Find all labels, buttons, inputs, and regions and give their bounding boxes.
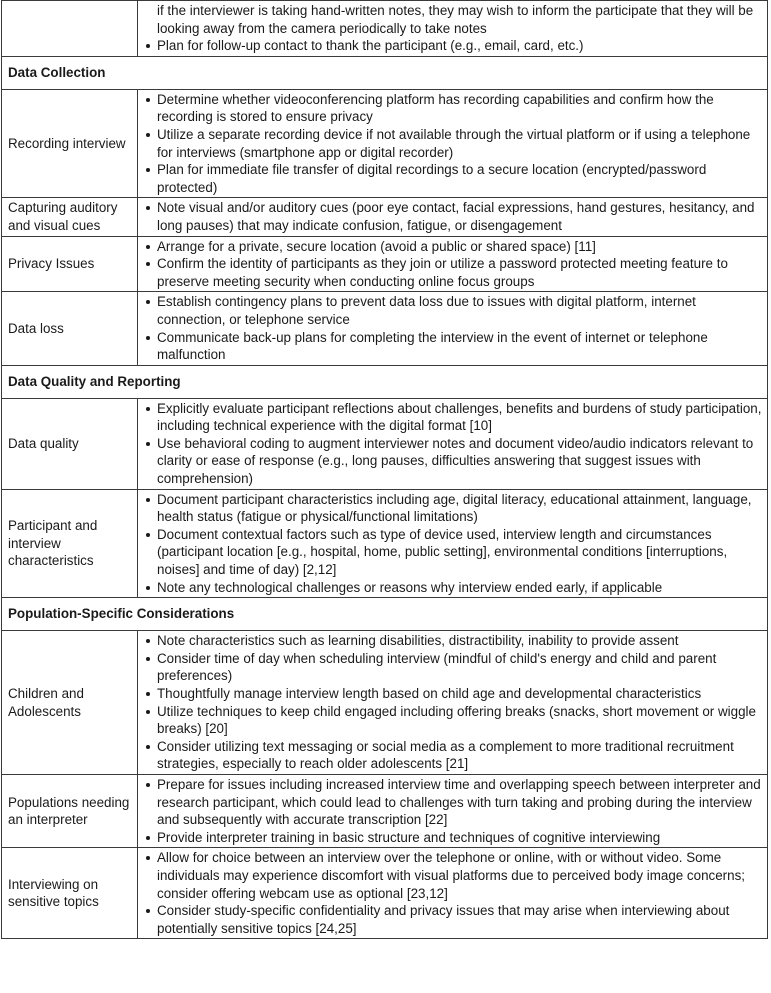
row-label: Privacy Issues bbox=[2, 236, 138, 292]
section-header-row bbox=[2, 56, 768, 89]
row-label: Data quality bbox=[2, 398, 138, 489]
bullet-item: Provide interpreter training in basic structure and techniques of cognitive interviewing bbox=[138, 829, 763, 847]
bullet-list bbox=[138, 775, 767, 847]
bullet-item: Allow for choice between an interview over the telephone or online, with or without video. Some individuals may experience discomfort with visual platforms due to perceived body image concerns; consider offering webcam use as optional [23,12] bbox=[138, 849, 763, 902]
row-guidelines bbox=[138, 198, 768, 236]
bullet-item: Consider time of day when scheduling interview (mindful of child's energy and child and parent preferences) bbox=[138, 650, 763, 685]
row-label: Recording interview bbox=[2, 89, 138, 198]
table-row bbox=[2, 198, 768, 236]
bullet-item: Communicate back-up plans for completing the interview in the event of internet or telephone malfunction bbox=[138, 329, 763, 364]
table-row bbox=[2, 89, 768, 198]
row-guidelines bbox=[138, 848, 768, 939]
bullet-list bbox=[138, 90, 767, 198]
table-row bbox=[2, 236, 768, 292]
row-label: Capturing auditory and visual cues bbox=[2, 198, 138, 236]
row-guidelines bbox=[138, 292, 768, 365]
bullet-list bbox=[138, 237, 767, 292]
bullet-list bbox=[138, 198, 767, 235]
row-label: Participant and interview characteristics bbox=[2, 489, 138, 598]
table-row bbox=[2, 292, 768, 365]
table-row bbox=[2, 774, 768, 847]
bullet-item: Document contextual factors such as type of device used, interview length and circumstances (participant location [e.g., hospital, home, public setting], environmental conditions [interruptions, noises] and time of day) [2,12] bbox=[138, 526, 763, 579]
row-guidelines bbox=[138, 236, 768, 292]
row-label: Data loss bbox=[2, 292, 138, 365]
bullet-item: Plan for immediate file transfer of digital recordings to a secure location (encrypted/password protected) bbox=[138, 161, 763, 196]
row-guidelines bbox=[138, 89, 768, 198]
bullet-item: Note any technological challenges or reasons why interview ended early, if applicable bbox=[138, 579, 763, 597]
row-guidelines bbox=[138, 631, 768, 775]
table-row bbox=[2, 1, 768, 57]
row-guidelines bbox=[138, 398, 768, 489]
table-row bbox=[2, 489, 768, 598]
row-label: Interviewing on sensitive topics bbox=[2, 848, 138, 939]
row-guidelines bbox=[138, 1, 768, 57]
row-label bbox=[2, 1, 138, 57]
guidelines-table bbox=[1, 0, 768, 939]
bullet-item: Thoughtfully manage interview length based on child age and developmental characteristics bbox=[138, 685, 763, 703]
bullet-list bbox=[138, 1, 767, 56]
row-label: Populations needing an interpreter bbox=[2, 774, 138, 847]
table-body bbox=[2, 1, 768, 939]
bullet-item: Consider study-specific confidentiality and privacy issues that may arise when interviewing about potentially sensitive topics [24,25] bbox=[138, 902, 763, 937]
section-title: Data Collection bbox=[2, 56, 768, 89]
bullet-item: Note characteristics such as learning disabilities, distractibility, inability to provide assent bbox=[138, 632, 763, 650]
bullet-list bbox=[138, 490, 767, 598]
row-label: Children and Adolescents bbox=[2, 631, 138, 775]
section-title: Data Quality and Reporting bbox=[2, 365, 768, 398]
bullet-item: Arrange for a private, secure location (avoid a public or shared space) [11] bbox=[138, 238, 763, 256]
bullet-item: Use behavioral coding to augment interviewer notes and document video/audio indicators relevant to clarity or ease of response (e.g., long pauses, difficulties answering that suggest issues with comprehension) bbox=[138, 435, 763, 488]
section-header-row bbox=[2, 598, 768, 631]
bullet-item: if the interviewer is taking hand-written notes, they may wish to inform the participate that they will be looking away from the camera periodically to take notes bbox=[157, 3, 754, 36]
bullet-item: Prepare for issues including increased interview time and overlapping speech between interpreter and research participant, which could lead to challenges with turn taking and probing during the interview and subsequently with accurate transcription [22] bbox=[138, 776, 763, 829]
bullet-list bbox=[138, 631, 767, 774]
table-row bbox=[2, 398, 768, 489]
bullet-list bbox=[138, 399, 767, 489]
bullet-item: Document participant characteristics including age, digital literacy, educational attainment, language, health status (fatigue or physical/functional limitations) bbox=[138, 491, 763, 526]
bullet-item: Explicitly evaluate participant reflections about challenges, benefits and burdens of study participation, including technical experience with the digital format [10] bbox=[138, 400, 763, 435]
section-header-row bbox=[2, 365, 768, 398]
bullet-list bbox=[138, 292, 767, 364]
bullet-list bbox=[138, 848, 767, 938]
bullet-item: Utilize techniques to keep child engaged including offering breaks (snacks, short movement or wiggle breaks) [20] bbox=[138, 703, 763, 738]
row-guidelines bbox=[138, 774, 768, 847]
section-title: Population-Specific Considerations bbox=[2, 598, 768, 631]
bullet-item: Utilize a separate recording device if not available through the virtual platform or if using a telephone for interviews (smartphone app or digital recorder) bbox=[138, 126, 763, 161]
bullet-item: Consider utilizing text messaging or social media as a complement to more traditional recruitment strategies, especially to reach older adolescents [21] bbox=[138, 738, 763, 773]
bullet-item: Determine whether videoconferencing platform has recording capabilities and confirm how the recording is stored to ensure privacy bbox=[138, 91, 763, 126]
bullet-item: Note visual and/or auditory cues (poor eye contact, facial expressions, hand gestures, hesitancy, and long pauses) that may indicate confusion, fatigue, or disengagement bbox=[138, 199, 763, 234]
table-row bbox=[2, 848, 768, 939]
row-guidelines bbox=[138, 489, 768, 598]
bullet-item: Establish contingency plans to prevent data loss due to issues with digital platform, internet connection, or telephone service bbox=[138, 293, 763, 328]
bullet-item: Confirm the identity of participants as they join or utilize a password protected meeting feature to preserve meeting security when conducting online focus groups bbox=[138, 255, 763, 290]
bullet-item: Plan for follow-up contact to thank the participant (e.g., email, card, etc.) bbox=[138, 37, 763, 55]
table-row bbox=[2, 631, 768, 775]
